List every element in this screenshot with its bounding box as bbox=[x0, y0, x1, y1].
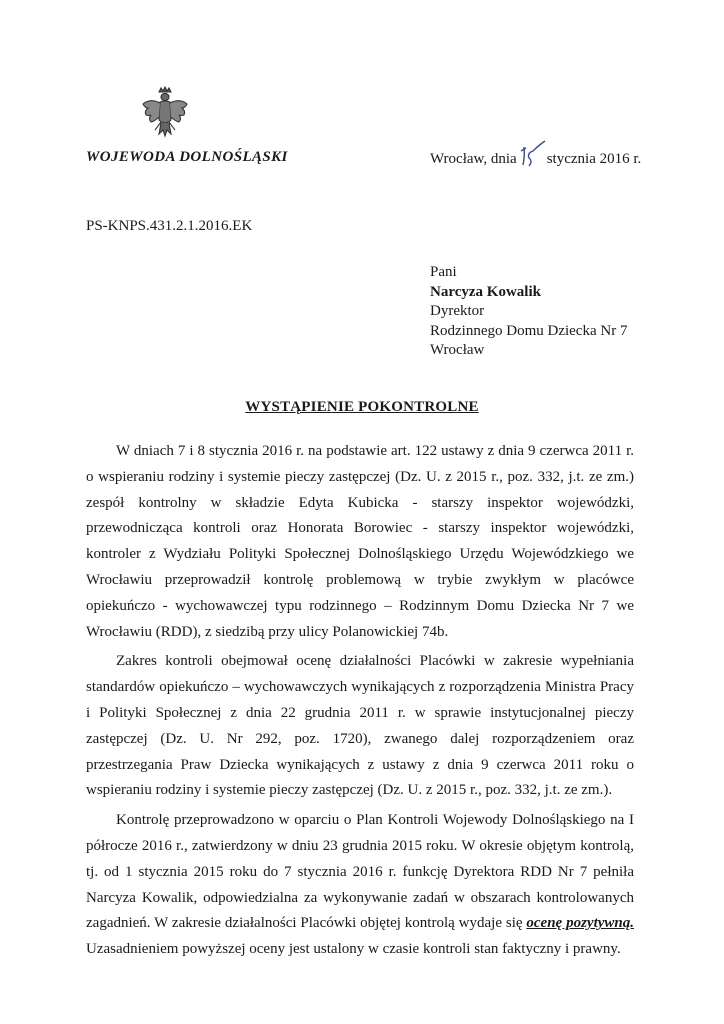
polish-eagle-emblem-icon bbox=[140, 86, 190, 146]
recipient-name: Narcyza Kowalik bbox=[430, 283, 541, 300]
assessment-emphasis: ocenę pozytywną. bbox=[526, 915, 634, 932]
issuer-title: WOJEWODA DOLNOŚLĄSKI bbox=[86, 149, 288, 165]
recipient-city: Wrocław bbox=[430, 342, 485, 358]
recipient-block bbox=[430, 263, 627, 361]
reference-number: PS-KNPS.431.2.1.2016.EK bbox=[86, 218, 253, 234]
paragraph-2: Zakres kontroli obejmował ocenę działalności Placówki w zakresie wypełniania standardów opiekuńczo – wychowawczych wynikających z rozporządzenia Ministra Pracy i Polityki Społecznej z dnia 22 grudnia 2011 r. w sprawie instytucjonalnej pieczy zastępczej (Dz. U. Nr 292, poz. 1720), zwanego dalej rozporządzeniem oraz przestrzegania Praw Dziecka wynikających z ustawy z dnia 9 czerwca 2011 roku o wspieraniu rodziny i systemie pieczy zastępczej (Dz. U. z 2015 r., poz. 332, j.t. ze zm.). bbox=[86, 653, 634, 799]
paragraph-3-text: Kontrolę przeprowadzono w oparciu o Plan Kontroli Wojewody Dolnośląskiego na I półrocze 2016 r., zatwierdzony w dniu 23 grudnia 2015 roku. W okresie objętym kontrolą, tj. od 1 stycznia 2015 roku do 7 stycznia 2016 r. funkcję Dyrektora RDD Nr 7 pełniła Narcyza Kowalik, odpowiedzialna za wykonywanie zadań w obszarach kontrolowanych zagadnień. W zakresie działalności Placówki objętej kontrolą wydaje się bbox=[86, 812, 634, 932]
document-title: WYSTĄPIENIE POKONTROLNE bbox=[245, 399, 479, 415]
date-suffix: stycznia 2016 r. bbox=[546, 151, 642, 167]
handwritten-day-15-icon bbox=[517, 139, 547, 169]
handwritten-day bbox=[517, 149, 547, 171]
date-city-prefix: Wrocław, dnia bbox=[430, 151, 517, 167]
paragraph-1: W dniach 7 i 8 stycznia 2016 r. na podstawie art. 122 ustawy z dnia 9 czerwca 2011 r. o wspieraniu rodziny i systemie pieczy zastępczej (Dz. U. z 2015 r., poz. 332, j.t. ze zm.) zespół kontrolny w składzie Edyta Kubicka - starszy inspektor wojewódzki, przewodnicząca kontroli oraz Honorata Borowiec - starszy inspektor wojewódzki, kontroler z Wydziału Polityki Społecznej Dolnośląskiego Urzędu Wojewódzkiego we Wrocławiu przeprowadził kontrolę problemową w trybie zwykłym w placówce opiekuńczo - wychowawczej typu rodzinnego – Rodzinnym Domu Dziecka Nr 7 we Wrocławiu (RDD), z siedzibą przy ulicy Polanowickiej 74b. bbox=[86, 443, 634, 640]
date-line bbox=[430, 149, 641, 171]
paragraph-3 bbox=[86, 808, 634, 963]
recipient-institution: Rodzinnego Domu Dziecka Nr 7 bbox=[430, 322, 628, 339]
recipient-salutation: Pani bbox=[430, 264, 457, 280]
document-body bbox=[86, 439, 634, 967]
paragraph-3-closing: Uzasadnieniem powyższej oceny jest ustalony w czasie kontroli stan faktyczny i prawny. bbox=[86, 941, 621, 958]
recipient-position: Dyrektor bbox=[430, 303, 485, 319]
